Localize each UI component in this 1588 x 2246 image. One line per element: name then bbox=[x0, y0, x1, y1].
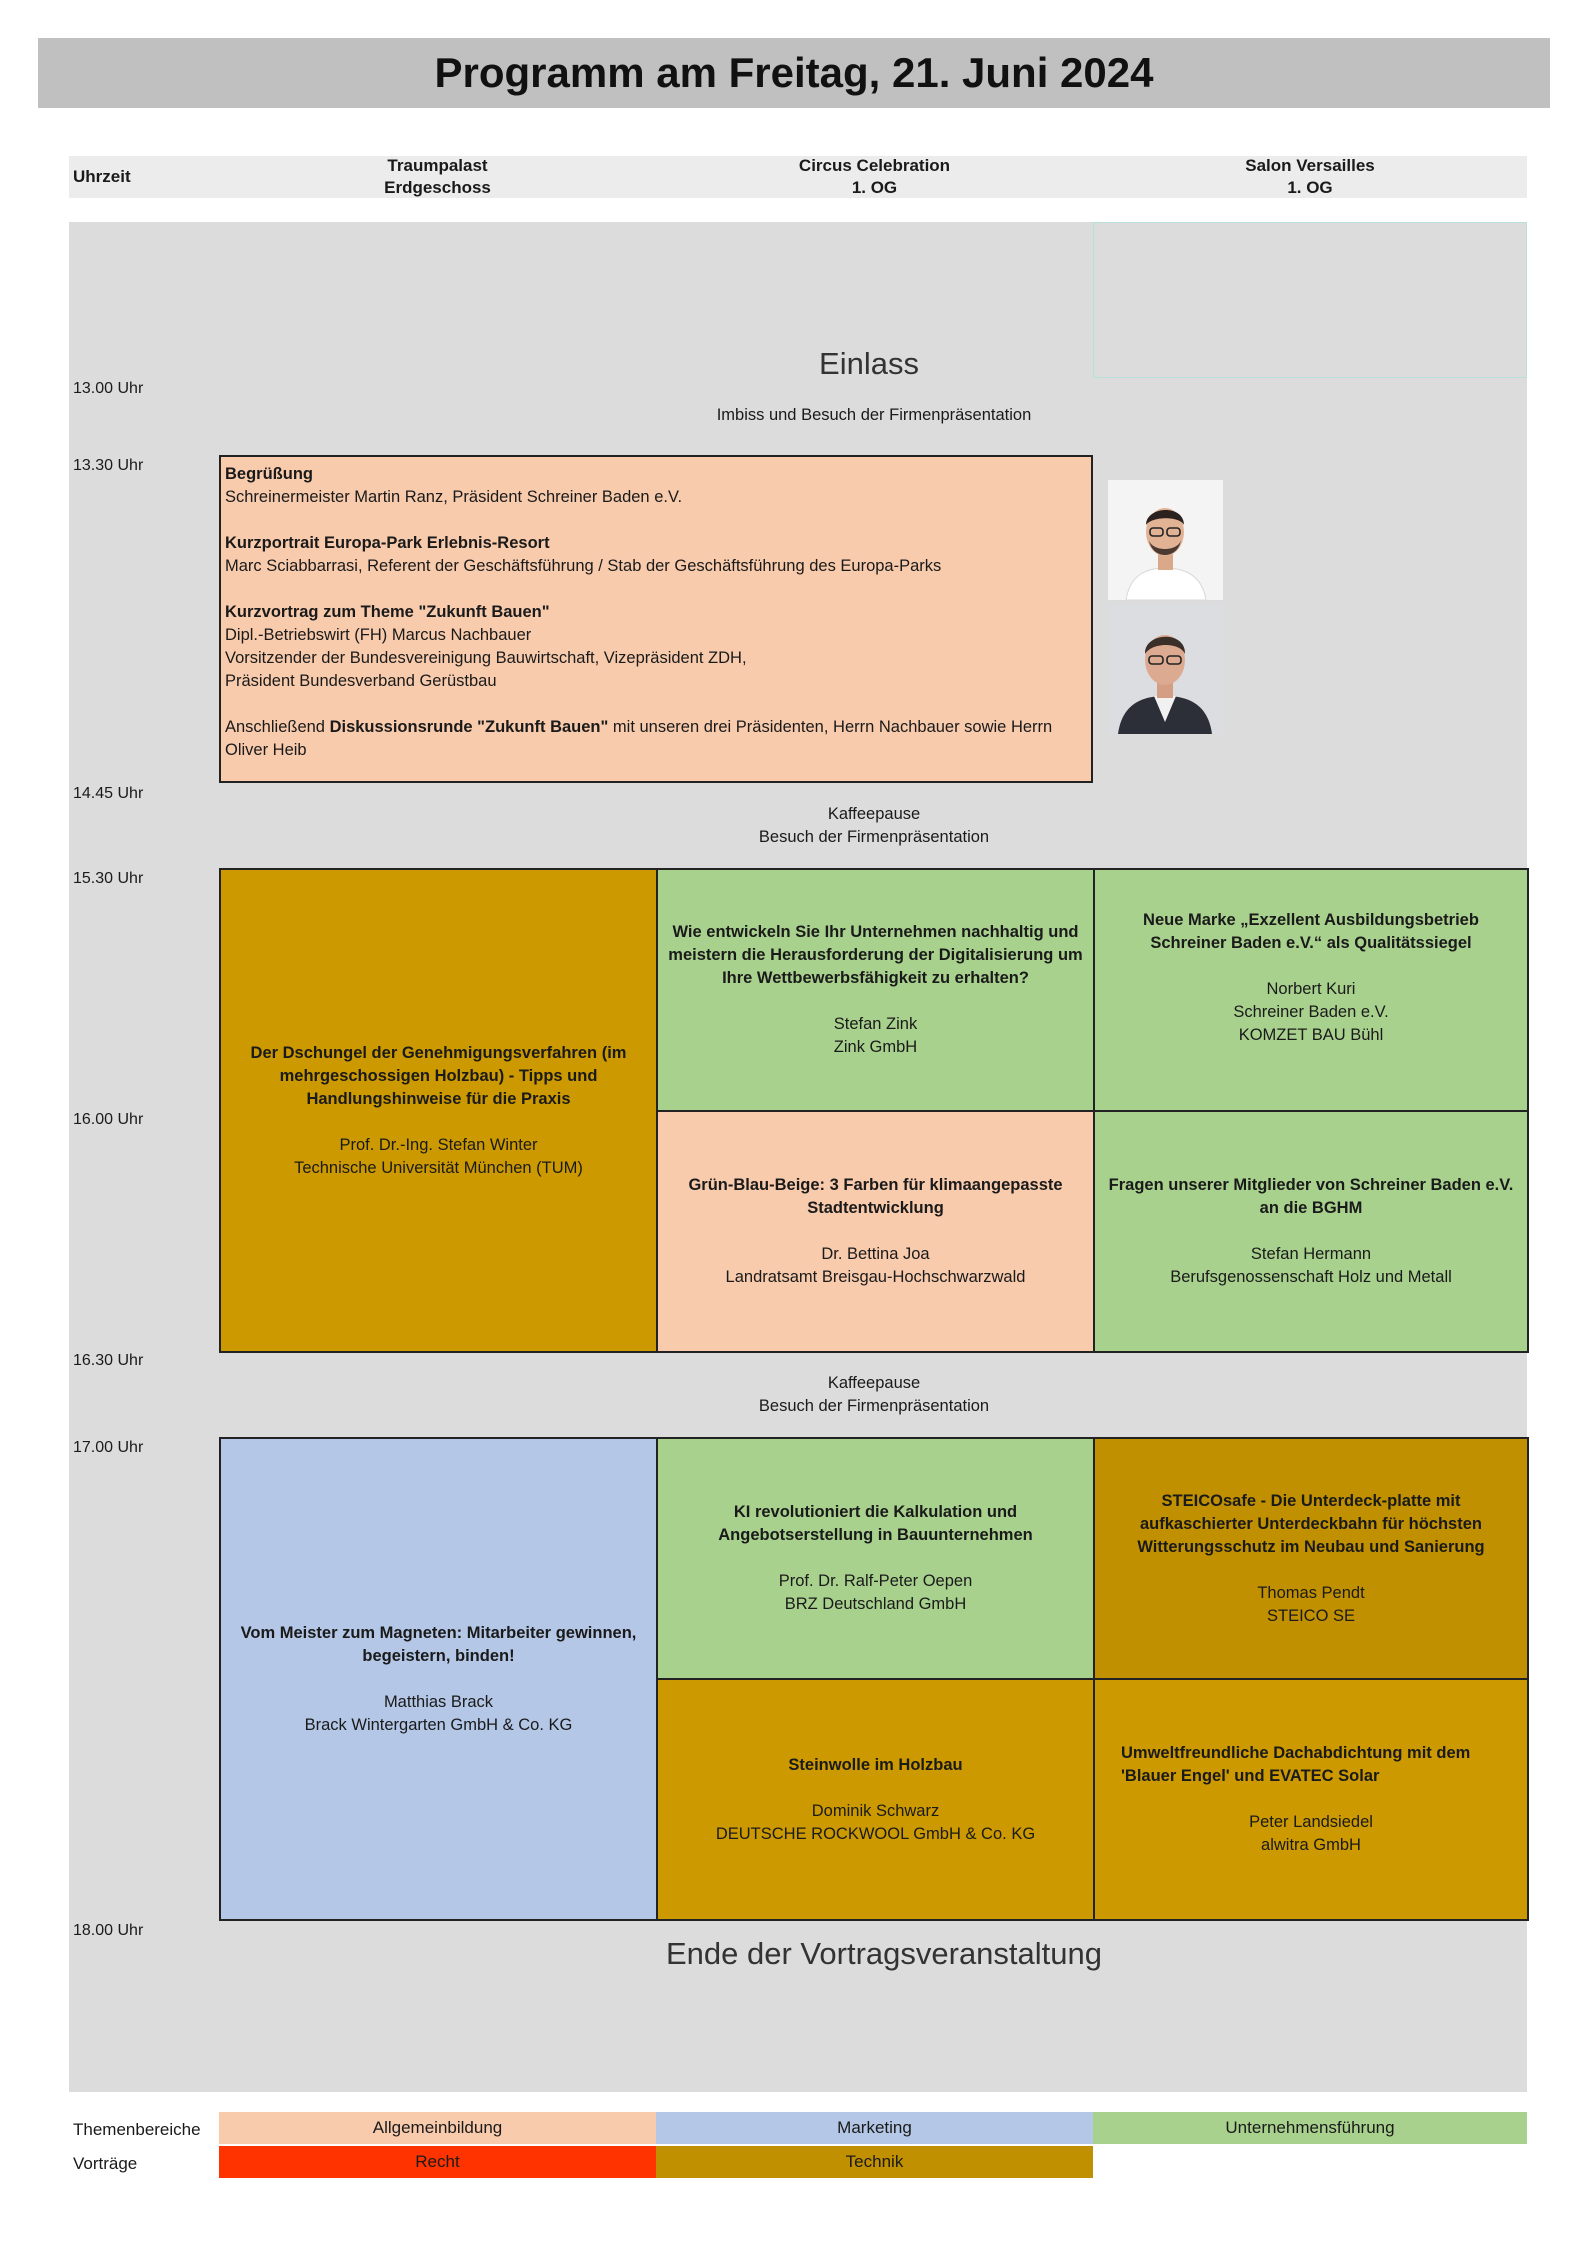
title-bar bbox=[38, 38, 1550, 108]
time-label: 13.00 Uhr bbox=[73, 380, 144, 397]
welcome-item-title: Begrüßung bbox=[225, 465, 313, 483]
welcome-item-text: Dipl.-Betriebswirt (FH) Marcus Nachbauer bbox=[225, 626, 532, 644]
time-label: 15.30 Uhr bbox=[73, 870, 144, 887]
legend-marketing: Marketing bbox=[656, 2112, 1093, 2144]
time-label: 16.00 Uhr bbox=[73, 1111, 144, 1128]
legend-recht: Recht bbox=[219, 2146, 656, 2178]
header-time-label: Uhrzeit bbox=[73, 167, 131, 186]
room-name: Circus Celebration bbox=[798, 156, 951, 175]
session-title: Vom Meister zum Magneten: Mitarbeiter gewinnen, begeistern, binden! bbox=[240, 1623, 637, 1665]
session-org: Zink GmbH bbox=[833, 1038, 918, 1056]
speaker-photo-1 bbox=[1108, 480, 1223, 600]
legend-allgemeinbildung: Allgemeinbildung bbox=[219, 2112, 656, 2144]
session-genehmigungsverfahren bbox=[219, 868, 658, 1353]
session-speaker: Stefan Zink bbox=[833, 1015, 918, 1033]
session-stadtentwicklung bbox=[656, 1110, 1095, 1353]
welcome-item-title: Kurzvortrag zum Theme "Zukunft Bauen" bbox=[225, 603, 550, 621]
coffee-break-1 bbox=[219, 803, 1529, 849]
break-sublabel: Besuch der Firmenpräsentation bbox=[758, 1397, 990, 1415]
room-floor: 1. OG bbox=[1287, 178, 1333, 197]
session-ki-kalkulation bbox=[656, 1437, 1095, 1680]
time-label: 14.45 Uhr bbox=[73, 785, 144, 802]
person-portrait-icon bbox=[1108, 604, 1223, 734]
session-speaker: Peter Landsiedel bbox=[1249, 1813, 1373, 1831]
session-mitarbeiter bbox=[219, 1437, 658, 1921]
welcome-item-text: Schreinermeister Martin Ranz, Präsident Schreiner Baden e.V. bbox=[225, 488, 683, 506]
coffee-break-2 bbox=[219, 1372, 1529, 1418]
welcome-item-text: Marc Sciabbarrasi, Referent der Geschäftsführung / Stab der Geschäftsführung des Europa-Parks bbox=[225, 557, 942, 575]
legend-themes-label: Themenbereiche bbox=[73, 2120, 201, 2139]
time-label: 16.30 Uhr bbox=[73, 1352, 144, 1369]
session-speaker: Prof. Dr.-Ing. Stefan Winter bbox=[339, 1135, 538, 1154]
session-ausbildungsbetrieb bbox=[1093, 868, 1529, 1112]
room-floor: 1. OG bbox=[851, 178, 898, 197]
session-title: Neue Marke „Exzellent Ausbildungsbetrieb Schreiner Baden e.V.“ als Qualitätssiegel bbox=[1143, 911, 1479, 952]
session-title: Steinwolle im Holzbau bbox=[788, 1755, 963, 1774]
session-org: STEICO SE bbox=[1266, 1606, 1356, 1625]
session-dachabdichtung bbox=[1093, 1678, 1529, 1921]
welcome-block bbox=[219, 455, 1093, 783]
time-label: 13.30 Uhr bbox=[73, 457, 144, 474]
session-speaker: Dominik Schwarz bbox=[811, 1801, 940, 1820]
session-speaker: Thomas Pendt bbox=[1257, 1583, 1365, 1602]
session-org: Brack Wintergarten GmbH & Co. KG bbox=[304, 1715, 573, 1734]
welcome-discussion: Anschließend Diskussionsrunde "Zukunft Bauen" mit unseren drei Präsidenten, Herrn Nachbauer sowie Herrn Oliver Heib bbox=[225, 718, 1053, 759]
welcome-item-text: Präsident Bundesverband Gerüstbau bbox=[225, 672, 497, 690]
session-speaker: Matthias Brack bbox=[383, 1692, 494, 1711]
session-bghm bbox=[1093, 1110, 1529, 1353]
page-title: Programm am Freitag, 21. Juni 2024 bbox=[434, 49, 1154, 96]
session-title: STEICOsafe - Die Unterdeck-platte mit aufkaschierter Unterdeckbahn für höchsten Witterungsschutz im Neubau und Sanierung bbox=[1137, 1491, 1485, 1556]
session-speaker: Dr. Bettina Joa bbox=[821, 1245, 930, 1263]
session-title: Wie entwickeln Sie Ihr Unternehmen nachhaltig und meistern die Herausforderung der Digitalisierung um Ihre Wettbewerbsfähigkeit zu erhalten? bbox=[668, 923, 1083, 987]
person-portrait-icon bbox=[1108, 480, 1223, 600]
speaker-photo-2 bbox=[1108, 604, 1223, 734]
session-speaker: Stefan Hermann bbox=[1250, 1245, 1372, 1263]
break-label: Kaffeepause bbox=[827, 1374, 921, 1392]
session-steicosafe bbox=[1093, 1437, 1529, 1680]
header-room-circus bbox=[656, 155, 1093, 199]
session-title: Fragen unserer Mitglieder von Schreiner Baden e.V. an die BGHM bbox=[1108, 1176, 1514, 1217]
time-label: 18.00 Uhr bbox=[73, 1922, 144, 1939]
break-sublabel: Besuch der Firmenpräsentation bbox=[758, 828, 990, 846]
room-name: Traumpalast bbox=[387, 156, 488, 175]
session-title: Umweltfreundliche Dachabdichtung mit dem 'Blauer Engel' und EVATEC Solar bbox=[1121, 1744, 1471, 1785]
session-org: Schreiner Baden e.V. bbox=[1233, 1003, 1389, 1021]
legend-talks-label: Vorträge bbox=[73, 2154, 138, 2173]
session-org: BRZ Deutschland GmbH bbox=[784, 1595, 967, 1613]
time-label: 17.00 Uhr bbox=[73, 1439, 144, 1456]
session-org: Landratsamt Breisgau-Hochschwarzwald bbox=[725, 1268, 1026, 1286]
session-org: Berufsgenossenschaft Holz und Metall bbox=[1170, 1268, 1452, 1286]
session-org: KOMZET BAU Bühl bbox=[1238, 1026, 1384, 1044]
einlass-title: Einlass bbox=[819, 346, 919, 381]
session-speaker: Norbert Kuri bbox=[1266, 980, 1356, 998]
end-text: Ende der Vortragsveranstaltung bbox=[666, 1936, 1102, 1971]
session-org: Technische Universität München (TUM) bbox=[294, 1158, 583, 1177]
welcome-item-text: Vorsitzender der Bundesvereinigung Bauwirtschaft, Vizepräsident ZDH, bbox=[225, 649, 747, 667]
header-room-traumpalast bbox=[219, 155, 656, 199]
room-floor: Erdgeschoss bbox=[384, 178, 491, 197]
session-digitalisierung bbox=[656, 868, 1095, 1112]
room-name: Salon Versailles bbox=[1245, 156, 1375, 175]
session-steinwolle bbox=[656, 1678, 1095, 1921]
legend-unternehmensfuehrung: Unternehmensführung bbox=[1093, 2112, 1527, 2144]
session-title: KI revolutioniert die Kalkulation und Angebotserstellung in Bauunternehmen bbox=[718, 1503, 1033, 1544]
session-org: alwitra GmbH bbox=[1261, 1836, 1361, 1854]
session-speaker: Prof. Dr. Ralf-Peter Oepen bbox=[778, 1572, 973, 1590]
session-org: DEUTSCHE ROCKWOOL GmbH & Co. KG bbox=[715, 1824, 1036, 1843]
break-label: Kaffeepause bbox=[827, 805, 921, 823]
welcome-item-title: Kurzportrait Europa-Park Erlebnis-Resort bbox=[225, 534, 550, 552]
einlass-subtitle: Imbiss und Besuch der Firmenpräsentation bbox=[716, 406, 1032, 424]
header-room-versailles bbox=[1093, 155, 1527, 199]
session-title: Grün-Blau-Beige: 3 Farben für klimaangepasste Stadtentwicklung bbox=[688, 1176, 1063, 1217]
session-title: Der Dschungel der Genehmigungsverfahren (im mehrgeschossigen Holzbau) - Tipps und Handlungshinweise für die Praxis bbox=[250, 1043, 627, 1108]
legend-technik: Technik bbox=[656, 2146, 1093, 2178]
